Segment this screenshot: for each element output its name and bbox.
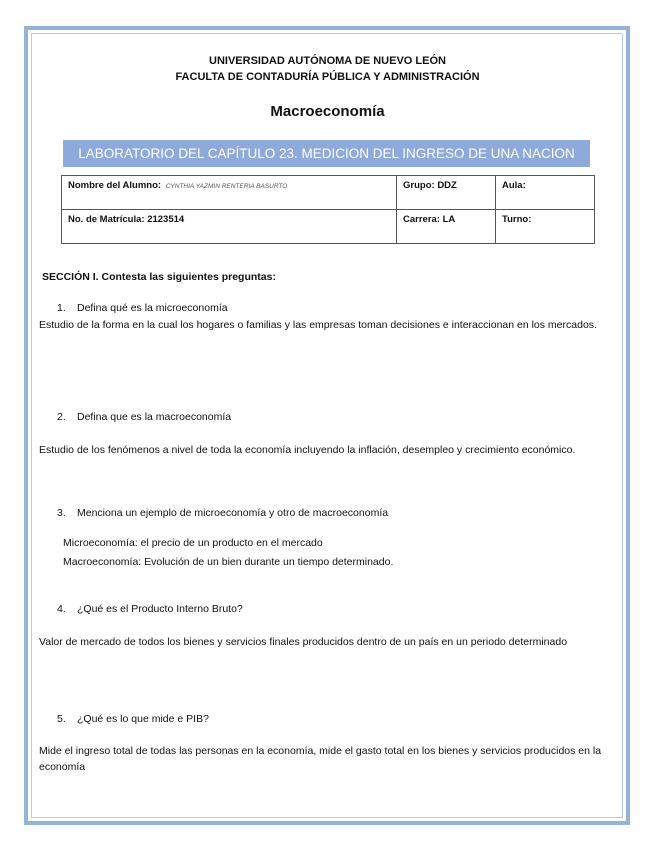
answer-2: Estudio de los fenómenos a nivel de toda la economía incluyendo la inflación, desempleo y crecimiento económico. xyxy=(39,444,576,456)
question-5 xyxy=(57,713,209,725)
student-name-cell xyxy=(62,176,397,210)
id-value: 2123514 xyxy=(147,214,185,225)
question-number: 3. xyxy=(57,507,66,519)
question-text: Defina qué es la microeconomía xyxy=(77,302,228,314)
shift-label: Turno: xyxy=(502,214,532,225)
question-number: 2. xyxy=(57,411,66,423)
question-2 xyxy=(57,411,231,423)
section-title: SECCIÓN I. Contesta las siguientes preguntas: xyxy=(42,271,276,283)
lab-banner: LABORATORIO DEL CAPÍTULO 23. MEDICION DEL INGRESO DE UNA NACION xyxy=(63,140,590,167)
student-info-table xyxy=(61,175,595,244)
classroom-cell xyxy=(496,176,595,210)
career-value: LA xyxy=(442,214,456,225)
question-number: 4. xyxy=(57,603,66,615)
group-value: DDZ xyxy=(437,180,457,191)
answer-3-micro: Microeconomía: el precio de un producto en el mercado xyxy=(63,537,323,549)
student-name-value: CYNTHIA YAZMIN RENTERIA BASURTO xyxy=(165,183,288,190)
student-name-label: Nombre del Alumno: xyxy=(68,180,162,191)
id-cell xyxy=(62,210,397,244)
id-label: No. de Matrícula: xyxy=(68,214,145,225)
question-4 xyxy=(57,603,243,615)
answer-4: Valor de mercado de todos los bienes y servicios finales producidos dentro de un país en un periodo determinado xyxy=(39,636,568,648)
subject-title: Macroeconomía xyxy=(270,103,385,120)
question-text: ¿Qué es lo que mide e PIB? xyxy=(77,713,209,725)
answer-3-macro: Macroeconomía: Evolución de un bien durante un tiempo determinado. xyxy=(63,556,394,568)
university-name: UNIVERSIDAD AUTÓNOMA DE NUEVO LEÓN xyxy=(209,55,446,67)
question-3 xyxy=(57,507,388,519)
question-text: ¿Qué es el Producto Interno Bruto? xyxy=(77,603,243,615)
group-cell xyxy=(397,176,496,210)
answer-5: Mide el ingreso total de todas las personas en la economía, mide el gasto total en los bienes y servicios producidos en la economía xyxy=(39,745,602,773)
question-text: Defina que es la macroeconomía xyxy=(77,411,232,423)
question-number: 5. xyxy=(57,713,66,725)
question-number: 1. xyxy=(57,302,66,314)
faculty-name: FACULTA DE CONTADURÍA PÚBLICA Y ADMINISTRACIÓN xyxy=(175,71,480,83)
career-cell xyxy=(397,210,496,244)
question-text: Menciona un ejemplo de microeconomía y otro de macroeconomía xyxy=(77,507,389,519)
shift-cell xyxy=(496,210,595,244)
classroom-label: Aula: xyxy=(502,180,526,191)
career-label: Carrera: xyxy=(403,214,440,225)
answer-1: Estudio de la forma en la cual los hogares o familias y las empresas toman decisiones e interaccionan en los mercados. xyxy=(39,319,597,331)
group-label: Grupo: xyxy=(403,180,435,191)
question-1 xyxy=(57,302,228,314)
